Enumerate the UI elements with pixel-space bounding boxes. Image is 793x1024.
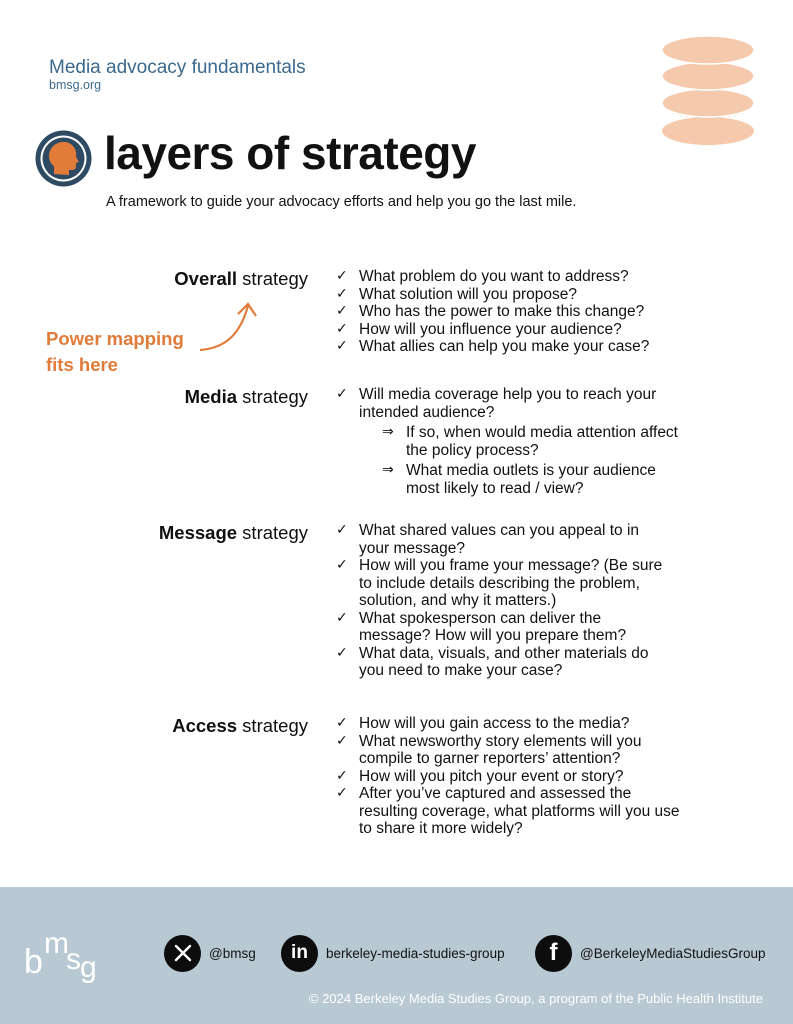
layers-stack-graphic: [661, 34, 755, 146]
question-list: [336, 522, 726, 680]
list-item: ✓ What solution will you propose?: [336, 286, 726, 304]
svg-text:s: s: [66, 943, 81, 976]
footer: [0, 887, 793, 1024]
linkedin-handle[interactable]: berkeley-media-studies-group: [326, 945, 505, 961]
header-url: bmsg.org: [49, 78, 102, 92]
curved-arrow-icon: [196, 296, 266, 356]
sub-list-item: ⇒ If so, when would media attention affect the policy process?: [336, 424, 726, 459]
x-handle[interactable]: @bmsg: [209, 945, 256, 961]
list-item: ✓ What spokesperson can deliver the message? How will you prepare them?: [336, 610, 726, 645]
list-item: ✓ How will you frame your message? (Be sure to include details describing the problem, solution, and why it matters.): [336, 557, 726, 610]
section-label: Access strategy: [172, 715, 308, 736]
facebook-icon[interactable]: f: [535, 935, 572, 972]
linkedin-icon[interactable]: in: [281, 935, 318, 972]
list-item: ✓ How will you pitch your event or story?: [336, 768, 726, 786]
list-item: ✓ What allies can help you make your case?: [336, 338, 726, 356]
facebook-handle[interactable]: @BerkeleyMediaStudiesGroup: [580, 945, 766, 961]
list-item: ✓ What newsworthy story elements will you compile to garner reporters’ attention?: [336, 733, 726, 768]
list-item: ✓ After you’ve captured and assessed the resulting coverage, what platforms will you use to share it more widely?: [336, 785, 726, 838]
section-label: Overall strategy: [174, 268, 308, 289]
head-profile-icon: [35, 130, 92, 187]
list-item: ✓ What data, visuals, and other materials do you need to make your case?: [336, 645, 726, 680]
question-list: [336, 268, 726, 356]
power-mapping-callout: Power mapping fits here: [46, 328, 184, 375]
svg-text:m: m: [44, 927, 69, 960]
list-item: ✓ Will media coverage help you to reach your intended audience?: [336, 386, 726, 421]
sub-list-item: ⇒ What media outlets is your audience most likely to read / view?: [336, 462, 726, 497]
svg-text:b: b: [24, 943, 43, 981]
bmsg-logo: [22, 923, 108, 985]
list-item: ✓ How will you gain access to the media?: [336, 715, 726, 733]
social-linkedin[interactable]: [281, 934, 505, 972]
list-item: ✓ Who has the power to make this change?: [336, 303, 726, 321]
question-list: [336, 715, 726, 838]
social-x[interactable]: [164, 934, 256, 972]
section-label: Media strategy: [184, 386, 308, 407]
question-list: [336, 386, 726, 497]
svg-text:g: g: [80, 951, 97, 984]
list-item: ✓ How will you influence your audience?: [336, 321, 726, 339]
social-facebook[interactable]: [535, 934, 766, 972]
page-subtitle: A framework to guide your advocacy efforts and help you go the last mile.: [106, 194, 577, 210]
page-title: layers of strategy: [104, 127, 476, 179]
list-item: ✓ What problem do you want to address?: [336, 268, 726, 286]
list-item: ✓ What shared values can you appeal to in your message?: [336, 522, 726, 557]
x-icon[interactable]: [164, 935, 201, 972]
section-label: Message strategy: [158, 522, 308, 543]
header-series: Media advocacy fundamentals: [49, 57, 306, 78]
copyright-text: © 2024 Berkeley Media Studies Group, a program of the Public Health Institute: [309, 991, 763, 1006]
